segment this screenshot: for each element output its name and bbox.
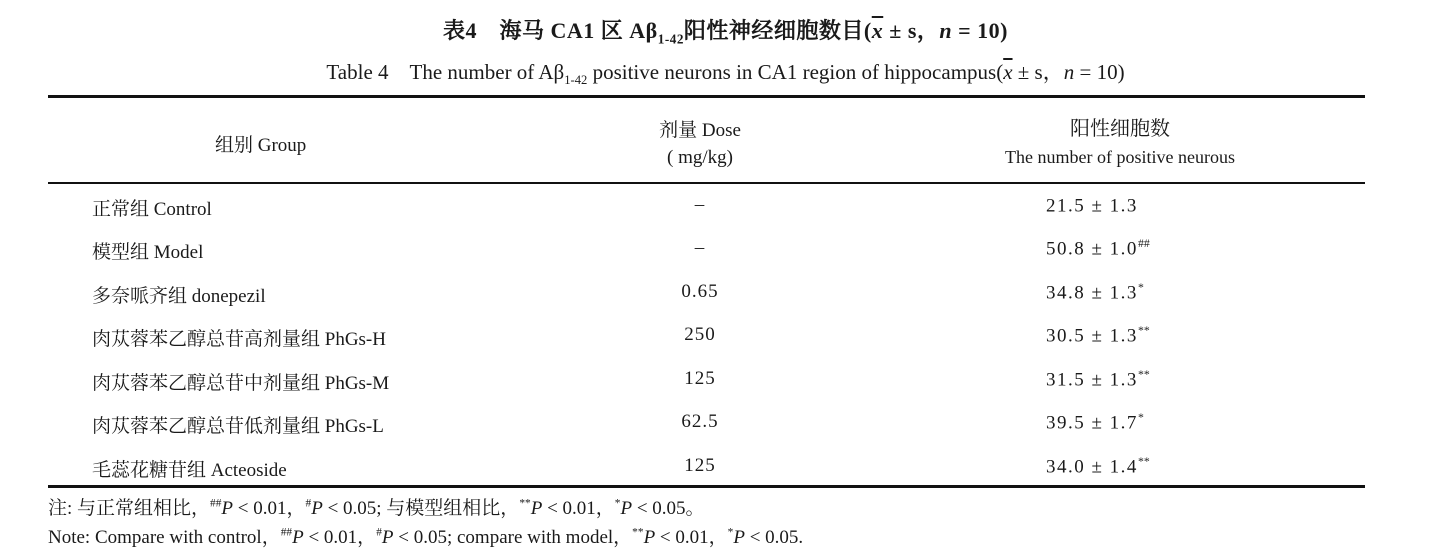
row-group: 多奈哌齐组 donepezil: [92, 286, 266, 307]
table-note-zh: 注: 与正常组相比，##P < 0.01，#P < 0.05; 与模型组相比，**P < 0.01，*P < 0.05。: [48, 497, 705, 519]
row-value: 34.0 ± 1.4**: [1046, 455, 1150, 478]
header-positive-en: The number of positive neurous: [1005, 147, 1235, 167]
table-header-rule: [48, 182, 1365, 184]
header-positive-zh: 阳性细胞数: [1070, 118, 1170, 140]
header-positive-cells: [920, 115, 1320, 171]
row-value: 31.5 ± 1.3**: [1046, 368, 1150, 391]
row-group: 肉苁蓉苯乙醇总苷中剂量组 PhGs-M: [92, 373, 390, 394]
row-dose: 250: [684, 324, 716, 345]
row-group: 肉苁蓉苯乙醇总苷低剂量组 PhGs-L: [92, 416, 384, 437]
table-caption-zh: 表4 海马 CA1 区 $A\beta_{1-42}$阳性神经细胞数目($\overline{x} \pm s$，n = 10): [442, 18, 1009, 47]
table-top-rule: [48, 95, 1365, 98]
header-group: 组别 Group: [215, 135, 307, 156]
table-row: [0, 411, 1451, 441]
row-dose: –: [694, 194, 706, 215]
table-bottom-rule: [48, 485, 1365, 488]
row-dose: 125: [684, 455, 716, 476]
row-dose: 62.5: [681, 411, 719, 432]
row-dose: –: [694, 237, 706, 258]
table-row: [0, 194, 1451, 224]
table-row: [0, 368, 1451, 398]
header-dose-unit: ( mg/kg): [667, 147, 733, 168]
table-row: [0, 324, 1451, 354]
row-value: 50.8 ± 1.0##: [1046, 237, 1150, 260]
row-dose: 125: [684, 368, 716, 389]
table-caption-en: Table 4 The number of $A\beta_{1-42}$ positive neurons in CA1 region of $hippocampus(\overline{x} \pm s$，n = 10): [326, 60, 1125, 88]
row-value: 39.5 ± 1.7*: [1046, 411, 1144, 434]
row-group: 正常组 Control: [92, 199, 212, 220]
table-row: [0, 281, 1451, 311]
row-dose: 0.65: [681, 281, 719, 302]
row-group: 毛蕊花糖苷组 Acteoside: [92, 460, 287, 481]
table-row: [0, 237, 1451, 267]
row-group: 模型组 Model: [92, 242, 204, 263]
row-value: 21.5 ± 1.3: [1046, 195, 1138, 217]
table-note-en: Note: Compare with control，##P < 0.01，#P < 0.05; compare with model，**P < 0.01，*P < 0.05.: [48, 526, 804, 548]
row-value: 30.5 ± 1.3**: [1046, 324, 1150, 347]
table-row: [0, 455, 1451, 485]
row-value: 34.8 ± 1.3*: [1046, 281, 1144, 304]
row-group: 肉苁蓉苯乙醇总苷高剂量组 PhGs-H: [92, 329, 386, 350]
header-dose: [520, 117, 880, 171]
header-dose-label: 剂量 Dose: [659, 120, 741, 141]
